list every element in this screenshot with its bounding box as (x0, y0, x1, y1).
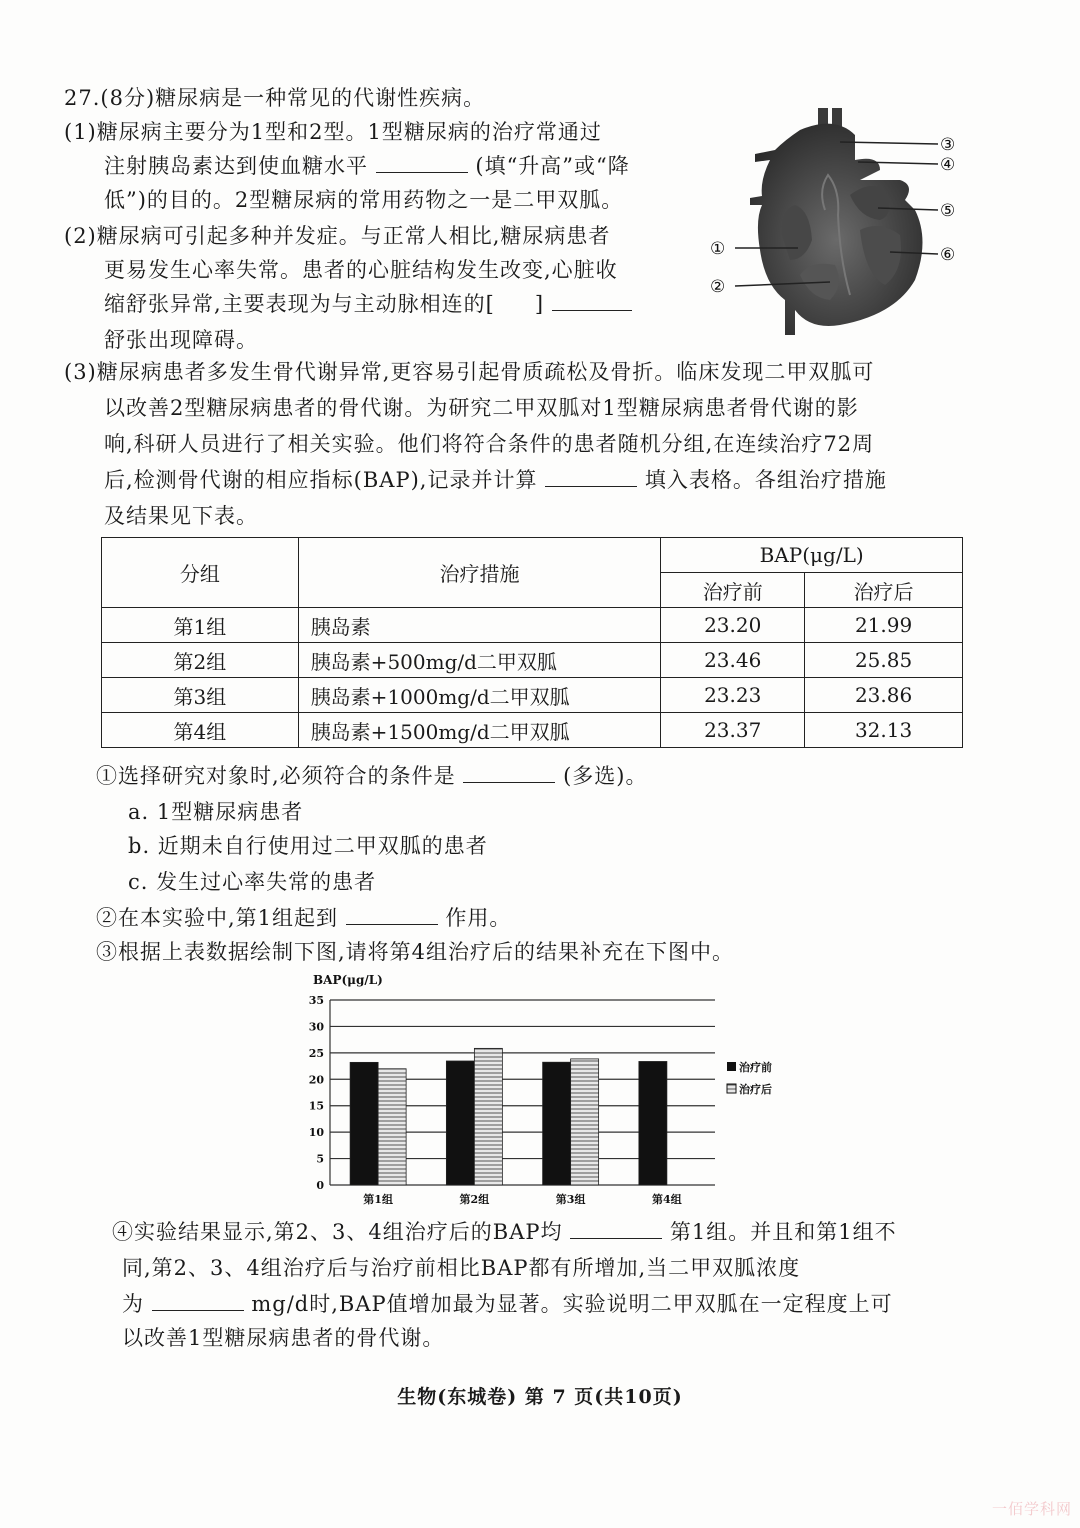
cell-after: 23.86 (805, 678, 963, 713)
legend-label-after: 治疗后 (739, 1083, 772, 1096)
part3-line3: 响,科研人员进行了相关实验。他们将符合条件的患者随机分组,在连续治疗72周 (104, 432, 875, 456)
cell-group: 第2组 (102, 643, 299, 678)
sub3: ③根据上表数据绘制下图,请将第4组治疗后的结果补充在下图中。 (96, 940, 735, 964)
heart-label-5: ⑤ (940, 201, 956, 221)
part2-line1: (2)糖尿病可引起多种并发症。与正常人相比,糖尿病患者 (64, 224, 611, 248)
cell-after: 32.13 (805, 713, 963, 748)
y-tick-label: 30 (308, 1020, 324, 1034)
bar-after (378, 1069, 406, 1185)
bracket-close: ] (534, 292, 545, 316)
answer-blank-6[interactable] (570, 1220, 662, 1239)
question-title: 27.(8分)糖尿病是一种常见的代谢性疾病。 (64, 86, 486, 110)
sub4-line3 (122, 1290, 893, 1318)
x-tick-label: 第1组 (363, 1193, 393, 1206)
page-footer: 生物(东城卷) 第 7 页(共10页) (397, 1386, 683, 1408)
x-tick-label: 第3组 (555, 1193, 586, 1206)
part1-line2-hint: (填“升高”或“降 (475, 154, 630, 178)
part3-line2: 以改善2型糖尿病患者的骨代谢。为研究二甲双胍对1型糖尿病患者骨代谢的影 (104, 396, 859, 420)
table-row (102, 713, 963, 748)
heart-label-4: ④ (940, 155, 956, 175)
header-after: 治疗后 (805, 573, 963, 608)
part3-line4 (104, 466, 887, 494)
cell-group: 第1组 (102, 608, 299, 643)
sub4-line1-text2: 第1组。并且和第1组不 (669, 1220, 897, 1244)
cell-treatment: 胰岛素+1500mg/d二甲双胍 (298, 713, 661, 748)
part3-line1: (3)糖尿病患者多发生骨代谢异常,更容易引起骨质疏松及骨折。临床发现二甲双胍可 (64, 360, 875, 384)
table-row (102, 608, 963, 643)
part2-line4: 舒张出现障碍。 (104, 328, 258, 352)
answer-blank-7[interactable] (152, 1292, 244, 1311)
cell-group: 第3组 (102, 678, 299, 713)
cell-after: 21.99 (805, 608, 963, 643)
bar-after (571, 1059, 599, 1185)
cell-before: 23.23 (661, 678, 805, 713)
part3-line5: 及结果见下表。 (104, 504, 258, 528)
cell-after: 25.85 (805, 643, 963, 678)
sub4-line4: 以改善1型糖尿病患者的骨代谢。 (122, 1326, 445, 1350)
y-tick-label: 20 (308, 1073, 324, 1087)
part1-line2 (104, 152, 630, 180)
bar-before (446, 1061, 474, 1185)
legend-swatch-before (727, 1062, 736, 1071)
part1-line3: 低”)的目的。2型糖尿病的常用药物之一是二甲双胍。 (104, 188, 624, 212)
legend-label-before: 治疗前 (739, 1061, 772, 1074)
table-row (102, 678, 963, 713)
y-axis-label: BAP(μg/L) (313, 973, 383, 987)
answer-blank-3[interactable] (545, 468, 637, 487)
part2-line3 (104, 290, 632, 318)
cell-group: 第4组 (102, 713, 299, 748)
x-tick-label: 第4组 (652, 1193, 682, 1206)
header-group: 分组 (102, 538, 299, 608)
bap-bar-chart (295, 968, 795, 1208)
sub2 (96, 904, 511, 932)
option-c: c. 发生过心率失常的患者 (128, 870, 377, 894)
heart-shape-icon (750, 108, 923, 335)
heart-label-1: ① (710, 239, 726, 259)
header-treatment: 治疗措施 (298, 538, 661, 608)
cell-before: 23.37 (661, 713, 805, 748)
cell-before: 23.20 (661, 608, 805, 643)
sub4-line1-text: ④实验结果显示,第2、3、4组治疗后的BAP均 (112, 1220, 563, 1244)
answer-blank-2[interactable] (552, 292, 632, 311)
bar-before (639, 1061, 667, 1185)
y-tick-label: 10 (308, 1126, 324, 1140)
bar-before (350, 1062, 378, 1185)
cell-treatment: 胰岛素+1000mg/d二甲双胍 (298, 678, 661, 713)
part2-line3-text: 缩舒张异常,主要表现为与主动脉相连的[ (104, 292, 495, 316)
part3-line4-text: 后,检测骨代谢的相应指标(BAP),记录并计算 (104, 468, 538, 492)
sub4-line3-text2: mg/d时,BAP值增加最为显著。实验说明二甲双胍在一定程度上可 (251, 1292, 893, 1316)
results-table (101, 537, 963, 748)
part1-line2-text: 注射胰岛素达到使血糖水平 (104, 154, 368, 178)
header-before: 治疗前 (661, 573, 805, 608)
watermark: 一佰学科网 (991, 1500, 1072, 1518)
header-bap: BAP(μg/L) (661, 538, 963, 573)
legend-swatch-after (727, 1084, 736, 1093)
bar-after (474, 1048, 502, 1185)
cell-treatment: 胰岛素 (298, 608, 661, 643)
sub1-stem-multi: (多选)。 (563, 764, 648, 788)
table-row (102, 643, 963, 678)
heart-label-6: ⑥ (940, 245, 956, 265)
answer-blank-5[interactable] (346, 906, 438, 925)
sub1-stem-text: ①选择研究对象时,必须符合的条件是 (96, 764, 456, 788)
part2-line2: 更易发生心率失常。患者的心脏结构发生改变,心脏收 (104, 258, 618, 282)
heart-diagram (700, 100, 980, 340)
y-tick-label: 15 (308, 1099, 324, 1113)
heart-label-3: ③ (940, 135, 956, 155)
y-tick-label: 25 (308, 1046, 324, 1060)
bar-before (543, 1062, 571, 1185)
cell-treatment: 胰岛素+500mg/d二甲双胍 (298, 643, 661, 678)
answer-blank-4[interactable] (463, 764, 555, 783)
sub4-line1 (112, 1218, 897, 1246)
part3-line4-text2: 填入表格。各组治疗措施 (644, 468, 887, 492)
answer-blank-1[interactable] (376, 154, 468, 173)
legend (727, 1060, 772, 1096)
y-tick-label: 0 (316, 1179, 324, 1192)
heart-label-2: ② (710, 277, 726, 297)
sub2-text: ②在本实验中,第1组起到 (96, 906, 339, 930)
x-tick-label: 第2组 (459, 1193, 490, 1206)
sub1-stem (96, 762, 647, 790)
y-tick-label: 35 (308, 994, 324, 1007)
option-b: b. 近期未自行使用过二甲双胍的患者 (128, 834, 488, 858)
option-a: a. 1型糖尿病患者 (128, 800, 304, 824)
sub4-line2: 同,第2、3、4组治疗后与治疗前相比BAP都有所增加,当二甲双胍浓度 (122, 1256, 801, 1280)
cell-before: 23.46 (661, 643, 805, 678)
part1-line1: (1)糖尿病主要分为1型和2型。1型糖尿病的治疗常通过 (64, 120, 602, 144)
y-tick-label: 5 (316, 1152, 324, 1166)
sub4-line3-text: 为 (122, 1292, 144, 1316)
sub2-text2: 作用。 (445, 906, 512, 930)
